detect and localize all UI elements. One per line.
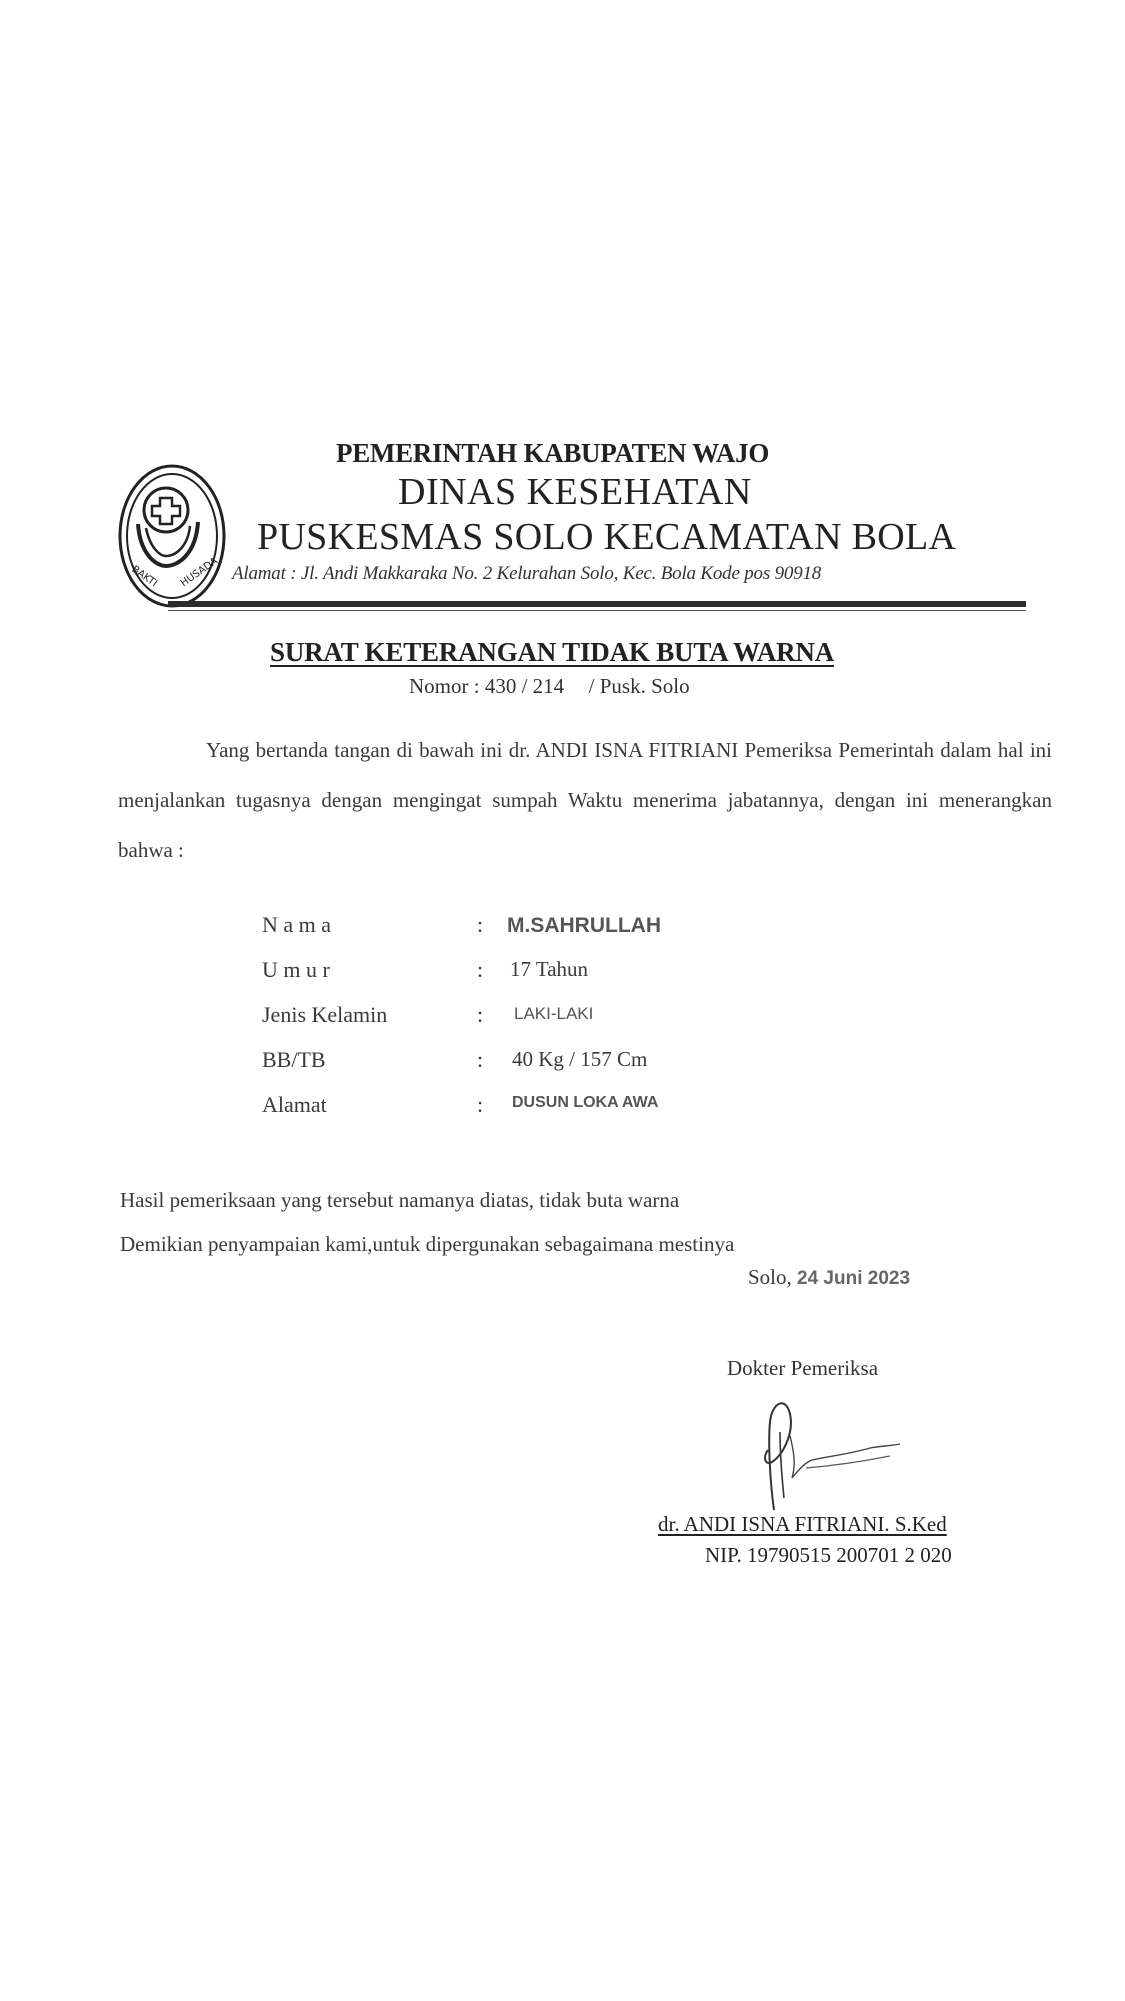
- field-label: N a m a: [262, 912, 332, 937]
- letterhead-divider-thin: [168, 610, 1026, 611]
- field-label: Alamat: [262, 1092, 327, 1117]
- svg-text:HUSADA: HUSADA: [178, 555, 220, 590]
- field-label: BB/TB: [262, 1047, 326, 1072]
- field-value-alamat: DUSUN LOKA AWA: [512, 1094, 659, 1111]
- dateline-date: 24 Juni 2023: [797, 1268, 911, 1289]
- field-label: Jenis Kelamin: [262, 1002, 388, 1027]
- letterhead-institution: PUSKESMAS SOLO KECAMATAN BOLA: [257, 516, 957, 558]
- field-value-bb-tb: 40 Kg / 157 Cm: [512, 1047, 648, 1071]
- letterhead-department: DINAS KESEHATAN: [398, 471, 752, 513]
- field-value-umur: 17 Tahun: [510, 957, 589, 981]
- letterhead-divider: [168, 601, 1026, 607]
- signer-name: dr. ANDI ISNA FITRIANI. S.Ked: [658, 1512, 947, 1536]
- field-label: U m u r: [262, 957, 330, 982]
- signer-title: Dokter Pemeriksa: [727, 1356, 879, 1380]
- document-number-suffix: / Pusk. Solo: [588, 674, 690, 698]
- field-colon: :: [477, 912, 484, 937]
- field-colon: :: [477, 1047, 484, 1072]
- document-title: SURAT KETERANGAN TIDAK BUTA WARNA: [270, 637, 835, 667]
- dateline-place: Solo,: [748, 1265, 792, 1289]
- field-value-jenis-kelamin: LAKI-LAKI: [514, 1004, 594, 1023]
- result-statement: Hasil pemeriksaan yang tersebut namanya diatas, tidak buta warna: [120, 1188, 680, 1212]
- field-colon: :: [477, 1002, 484, 1027]
- svg-text:BAKTI: BAKTI: [129, 564, 160, 590]
- field-colon: :: [477, 957, 484, 982]
- letterhead-government: PEMERINTAH KABUPATEN WAJO: [336, 438, 770, 468]
- dateline: [748, 1265, 910, 1290]
- handwritten-signature: [740, 1392, 910, 1512]
- field-value-nama: M.SAHRULLAH: [507, 914, 661, 937]
- field-colon: :: [477, 1092, 484, 1117]
- intro-paragraph: [118, 725, 1052, 875]
- document-number-label: Nomor : 430 / 214: [409, 674, 565, 698]
- intro-text: Yang bertanda tangan di bawah ini dr. ANDI ISNA FITRIANI Pemeriksa Pemerintah dalam hal ini menjalankan tugasnya dengan mengingat sumpah Waktu menerima jabatannya, dengan ini menerangkan bahwa :: [118, 738, 1052, 862]
- closing-statement: Demikian penyampaian kami,untuk dipergunakan sebagaimana mestinya: [120, 1232, 735, 1256]
- document-number: [409, 674, 690, 699]
- signer-nip: NIP. 19790515 200701 2 020: [705, 1543, 952, 1567]
- bakti-husada-logo: [116, 462, 228, 610]
- letterhead-address: Alamat : Jl. Andi Makkaraka No. 2 Kelurahan Solo, Kec. Bola Kode pos 90918: [232, 563, 822, 584]
